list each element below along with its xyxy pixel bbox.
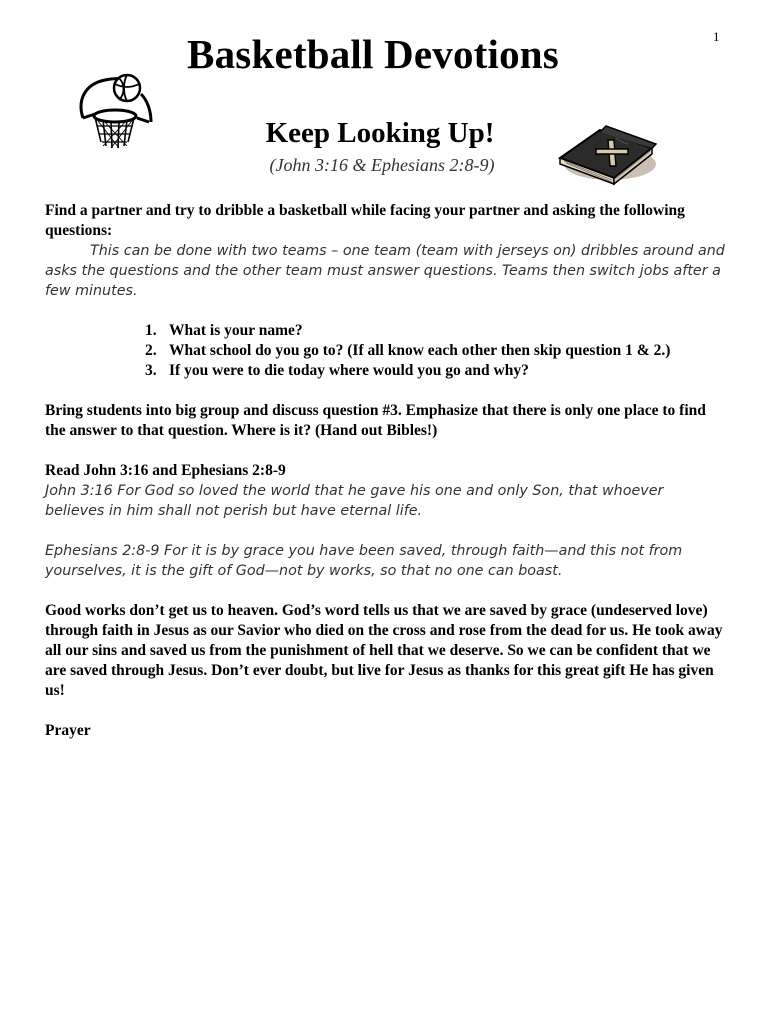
page-subtitle: Keep Looking Up! bbox=[265, 117, 495, 149]
ephesians-verse: Ephesians 2:8-9 For it is by grace you have been saved, through faith—and this not from yourselves, it is the gift of God—not by works, so that no one can boast. bbox=[45, 543, 683, 579]
question-text: What school do you go to? (If all know each other then skip question 1 & 2.) bbox=[169, 342, 671, 359]
question-text: If you were to die today where would you go and why? bbox=[169, 362, 529, 379]
read-instruction: Read John 3:16 and Ephesians 2:8-9 bbox=[45, 462, 286, 479]
discussion-paragraph: Bring students into big group and discuss question #3. Emphasize that there is only one place to find the answer to that question. Where is it? (Hand out Bibles!) bbox=[45, 402, 706, 439]
john-verse: John 3:16 For God so loved the world that he gave his one and only Son, that whoever believes in him shall not perish but have eternal life. bbox=[45, 483, 664, 519]
question-text: What is your name? bbox=[169, 322, 303, 339]
closing-paragraph: Good works don’t get us to heaven. God’s word tells us that we are saved by grace (undeserved love) through faith in Jesus as our Savior who died on the cross and rose from the dead for us. He took away all our sins and saved us from the punishment of hell that we deserve. So we can be confident that we are saved through Jesus. Don’t ever doubt, but live for Jesus as thanks for this great gift He has given us! bbox=[45, 602, 723, 699]
devotion-body bbox=[45, 201, 725, 741]
question-list bbox=[45, 321, 725, 381]
activity-instruction: Find a partner and try to dribble a basketball while facing your partner and asking the following questions: bbox=[45, 202, 685, 239]
ephesians-reference: Ephesians 2:8-9 bbox=[181, 462, 286, 479]
bible-with-cross-icon bbox=[556, 118, 658, 186]
prayer-label: Prayer bbox=[45, 722, 91, 739]
list-item: 3. If you were to die today where would you go and why? bbox=[145, 362, 529, 379]
john-reference: John 3:16 bbox=[83, 462, 149, 479]
list-item: 2. What school do you go to? (If all know each other then skip question 1 & 2.) bbox=[145, 342, 671, 359]
scripture-reference: (John 3:16 & Ephesians 2:8-9) bbox=[269, 155, 495, 175]
page-number: 1 bbox=[713, 29, 720, 44]
list-item: 1. What is your name? bbox=[145, 322, 303, 339]
activity-note: This can be done with two teams – one team (team with jerseys on) dribbles around and asks the questions and the other team must answer questions. Teams then switch jobs after a few minutes. bbox=[45, 243, 725, 299]
page-title: Basketball Devotions bbox=[187, 31, 559, 77]
